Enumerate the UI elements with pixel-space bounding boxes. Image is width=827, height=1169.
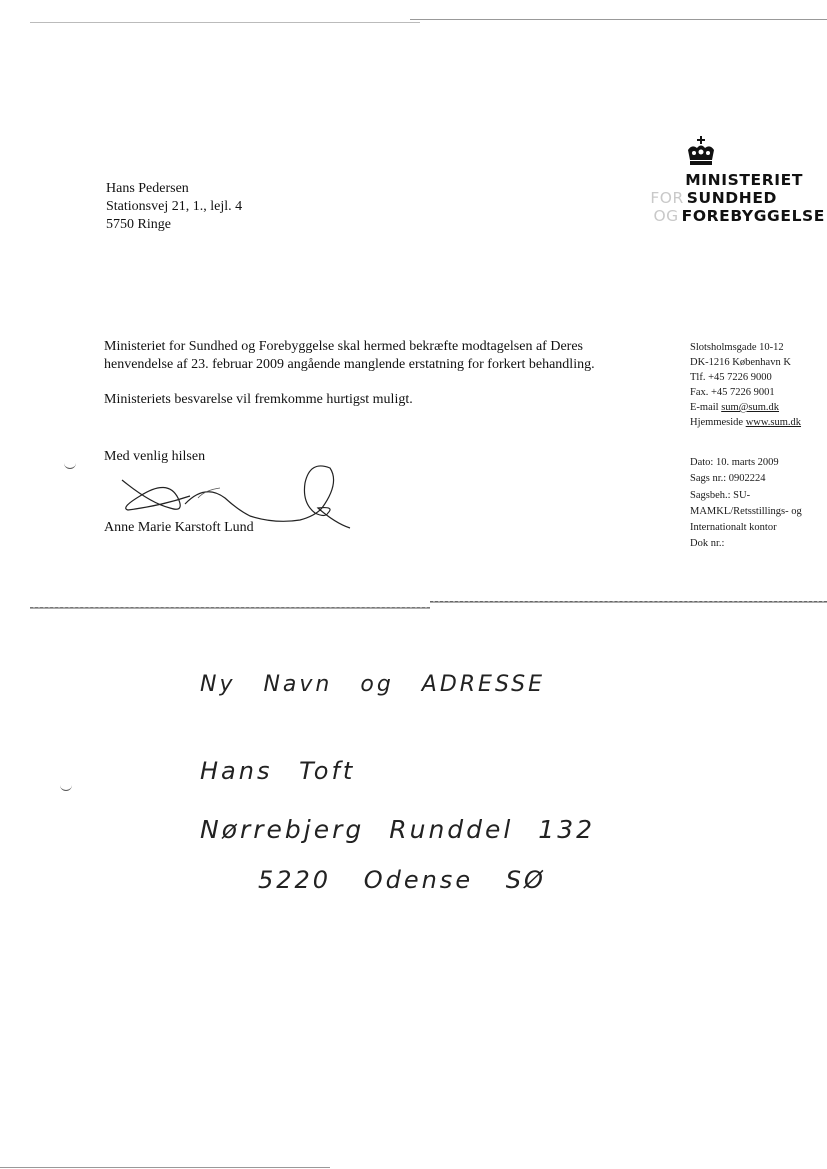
- document-number: Dok nr.:: [690, 538, 725, 550]
- email-link[interactable]: sum@sum.dk: [721, 402, 780, 413]
- fold-line-right: [430, 601, 827, 603]
- body-paragraph-1-line-2: henvendelse af 23. februar 2009 angående manglende erstatning for forkert behandling.: [104, 357, 595, 372]
- fold-line-left: [30, 607, 430, 609]
- handwritten-street: Nørrebjerg Runddel 132: [200, 815, 596, 844]
- punch-mark-top: [64, 462, 76, 469]
- handwritten-heading: Ny Navn og ADRESSE: [200, 672, 546, 697]
- closing: Med venlig hilsen: [104, 449, 206, 464]
- signatory-name: Anne Marie Karstoft Lund: [104, 520, 254, 535]
- body-paragraph-1-line-1: Ministeriet for Sundhed og Forebyggelse skal hermed bekræfte modtagelsen af Deres: [104, 339, 583, 354]
- case-info: [690, 455, 802, 553]
- recipient-address: [106, 180, 242, 234]
- letter-date: Dato: 10. marts 2009: [690, 457, 779, 468]
- sender-phone: Tlf. +45 7226 9000: [690, 372, 772, 383]
- punch-mark-bottom: [60, 784, 72, 791]
- handwritten-name: Hans Toft: [200, 757, 356, 785]
- scan-edge-bottom: [0, 1167, 330, 1168]
- recipient-street: Stationsvej 21, 1., lejl. 4: [106, 199, 243, 214]
- body-paragraph-2: Ministeriets besvarelse vil fremkomme hurtigst muligt.: [104, 392, 413, 407]
- logo-line-1: MINISTERIET: [685, 171, 803, 189]
- sender-email-row: E-mail sum@sum.dk: [690, 402, 780, 413]
- scan-edge-top: [30, 22, 420, 23]
- logo-line-2: FOR SUNDHED: [650, 189, 777, 207]
- case-number: Sags nr.: 0902224: [690, 473, 766, 485]
- royal-crown-icon: [684, 136, 718, 170]
- sender-fax: Fax. +45 7226 9001: [690, 387, 775, 398]
- logo-line-3: OG FOREBYGGELSE: [653, 207, 825, 225]
- sender-address: Slotsholmsgade 10-12: [690, 342, 784, 353]
- handwritten-city: 5220 Odense SØ: [258, 866, 546, 894]
- recipient-name: Hans Pedersen: [106, 181, 189, 196]
- sender-info: [690, 340, 801, 430]
- website-link[interactable]: www.sum.dk: [745, 417, 802, 428]
- sender-postal: DK-1216 København K: [690, 357, 791, 368]
- letter-body: [104, 338, 654, 409]
- case-handler-1: Sagsbeh.: SU-: [690, 489, 751, 501]
- case-handler-2: MAMKL/Retsstillings- og: [690, 505, 802, 517]
- scan-edge-top-2: [410, 19, 827, 20]
- case-handler-3: Internationalt kontor: [690, 522, 777, 534]
- sender-web-row: Hjemmeside www.sum.dk: [690, 417, 802, 428]
- recipient-city: 5750 Ringe: [106, 217, 171, 232]
